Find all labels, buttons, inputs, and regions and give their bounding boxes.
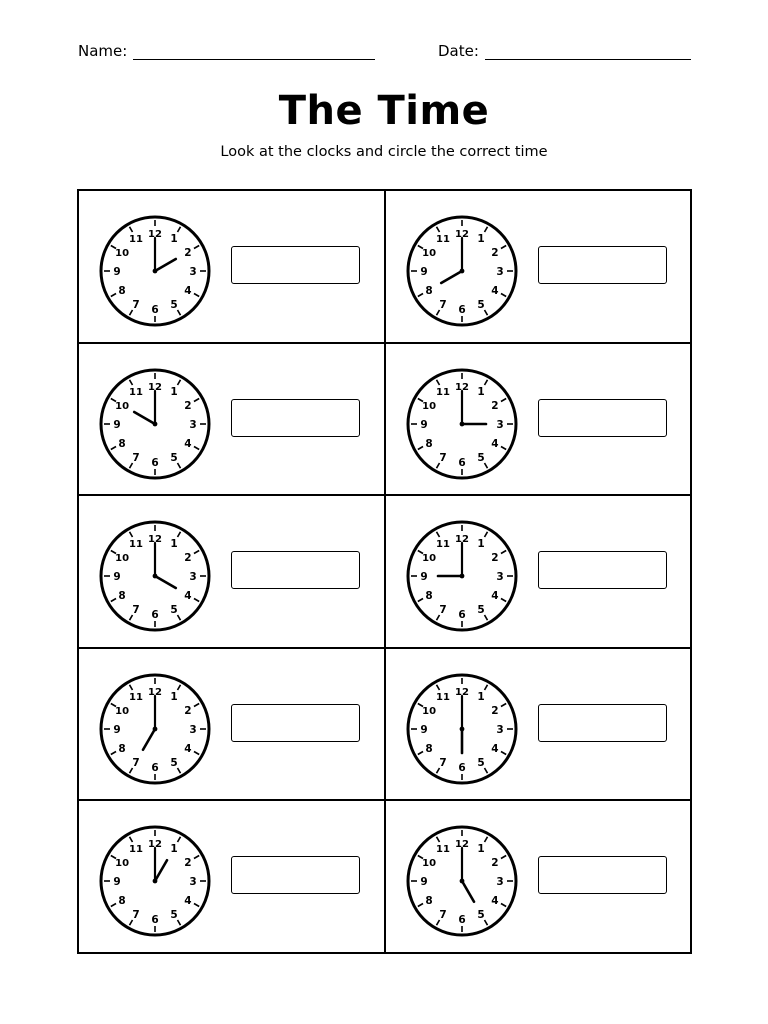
clock-number: 3 [189, 876, 197, 889]
clock-number: 5 [476, 298, 485, 311]
clock-number: 11 [129, 844, 143, 856]
clock-cell [386, 496, 693, 649]
clock-number: 7 [132, 909, 140, 922]
clock-number: 12 [454, 686, 469, 698]
clock-number: 6 [457, 456, 466, 469]
clock-number: 9 [419, 876, 428, 889]
clock-number: 9 [113, 418, 121, 431]
clock-number: 10 [421, 248, 436, 259]
name-label: Name: [78, 42, 128, 60]
clock-number: 7 [438, 909, 447, 922]
clock-number: 6 [151, 761, 159, 774]
clock-number: 3 [189, 266, 197, 278]
clock-number: 1 [170, 233, 178, 246]
clock-grid [77, 189, 692, 954]
clock-number: 6 [457, 304, 466, 316]
clock-number: 9 [419, 723, 428, 736]
clock-number: 1 [476, 843, 485, 856]
clock-number: 7 [438, 298, 447, 311]
clock-number: 6 [457, 914, 466, 927]
clock-number: 6 [457, 761, 466, 774]
clock-number: 10 [115, 705, 130, 717]
clock-number: 2 [184, 399, 192, 412]
clock-number: 9 [113, 266, 121, 278]
clock-center [459, 574, 464, 579]
clock-number: 6 [151, 609, 159, 622]
clock-number: 2 [490, 704, 499, 717]
clock-number: 4 [184, 742, 192, 755]
answer-box[interactable] [231, 246, 360, 284]
clock-number: 9 [113, 723, 121, 736]
clock-number: 8 [118, 590, 126, 603]
clock-number: 7 [132, 604, 140, 617]
name-input-line[interactable] [133, 43, 375, 60]
clock-number: 3 [189, 571, 197, 584]
clock-number: 2 [490, 552, 499, 565]
clock-number: 9 [419, 266, 428, 278]
clock-number: 7 [438, 451, 447, 464]
clock-number: 8 [424, 437, 433, 450]
clock-number: 6 [151, 304, 159, 316]
clock-cell [79, 496, 386, 649]
clock-number: 11 [435, 691, 450, 703]
clock-number: 12 [148, 839, 162, 851]
clock-number: 12 [454, 381, 469, 393]
clock-number: 5 [476, 756, 485, 769]
clock-center [153, 269, 158, 274]
clock-face [405, 672, 519, 786]
name-field [78, 42, 375, 60]
date-label: Date: [438, 42, 479, 60]
clock-number: 2 [490, 247, 499, 259]
clock-number: 12 [454, 534, 469, 546]
clock-number: 11 [435, 844, 450, 856]
clock-number: 8 [118, 285, 126, 297]
clock-number: 9 [419, 418, 428, 431]
clock-center [153, 421, 158, 426]
clock-number: 3 [495, 571, 504, 584]
clock-number: 8 [424, 285, 433, 297]
clock-number: 5 [170, 451, 178, 464]
clock-number: 1 [476, 538, 485, 551]
clock-center [459, 269, 464, 274]
clock-number: 2 [490, 857, 499, 870]
clock-number: 4 [184, 437, 192, 450]
clock-cell [386, 801, 693, 954]
clock-number: 3 [495, 876, 504, 889]
clock-center [153, 879, 158, 884]
clock-number: 7 [438, 756, 447, 769]
clock-number: 1 [476, 233, 485, 246]
clock-face [98, 672, 212, 786]
clock-number: 10 [115, 858, 130, 870]
clock-number: 10 [115, 248, 130, 259]
clock-center [153, 726, 158, 731]
clock-number: 10 [115, 400, 130, 412]
clock-number: 7 [132, 451, 140, 464]
clock-number: 2 [184, 857, 192, 870]
clock-number: 5 [476, 909, 485, 922]
clock-number: 12 [148, 534, 162, 546]
clock-cell [79, 649, 386, 802]
clock-number: 10 [421, 705, 436, 717]
clock-number: 12 [148, 686, 162, 698]
clock-number: 6 [457, 609, 466, 622]
clock-number: 3 [495, 266, 504, 278]
clock-number: 5 [476, 604, 485, 617]
date-input-line[interactable] [485, 43, 691, 60]
clock-number: 5 [476, 451, 485, 464]
clock-number: 2 [490, 399, 499, 412]
clock-number: 4 [490, 895, 499, 908]
clock-number: 7 [132, 298, 140, 311]
clock-number: 9 [113, 571, 121, 584]
clock-number: 3 [189, 723, 197, 736]
clock-cell [79, 801, 386, 954]
answer-box[interactable] [538, 704, 667, 742]
clock-number: 7 [132, 756, 140, 769]
clock-number: 6 [151, 914, 159, 927]
clock-number: 4 [490, 590, 499, 603]
clock-face [405, 214, 519, 328]
clock-face [405, 519, 519, 633]
clock-number: 11 [129, 234, 143, 246]
answer-box[interactable] [538, 399, 667, 437]
clock-number: 6 [151, 456, 159, 469]
clock-number: 9 [419, 571, 428, 584]
clock-number: 1 [170, 690, 178, 703]
clock-number: 10 [115, 553, 130, 565]
clock-number: 4 [490, 285, 499, 297]
clock-number: 8 [424, 895, 433, 908]
clock-number: 10 [421, 400, 436, 412]
clock-number: 2 [184, 552, 192, 565]
clock-number: 3 [495, 723, 504, 736]
clock-center [459, 421, 464, 426]
instructions: Look at the clocks and circle the correct time [220, 144, 548, 160]
answer-box[interactable] [231, 704, 360, 742]
clock-number: 4 [490, 437, 499, 450]
clock-center [459, 879, 464, 884]
clock-cell [79, 191, 386, 344]
clock-face [98, 367, 212, 481]
answer-box[interactable] [231, 399, 360, 437]
clock-number: 3 [189, 418, 197, 431]
answer-box[interactable] [231, 856, 360, 894]
answer-box[interactable] [231, 551, 360, 589]
clock-number: 10 [421, 553, 436, 565]
clock-face [405, 824, 519, 938]
clock-face [98, 824, 212, 938]
clock-number: 2 [184, 247, 192, 259]
clock-face [98, 519, 212, 633]
clock-number: 1 [476, 690, 485, 703]
clock-center [153, 574, 158, 579]
clock-cell [386, 649, 693, 802]
page-title: The Time [278, 88, 490, 134]
clock-cell [79, 344, 386, 497]
clock-number: 2 [184, 704, 192, 717]
clock-number: 10 [421, 858, 436, 870]
clock-number: 4 [184, 285, 192, 297]
clock-number: 11 [129, 539, 143, 551]
answer-box[interactable] [538, 856, 667, 894]
answer-box[interactable] [538, 246, 667, 284]
clock-number: 5 [170, 756, 178, 769]
clock-number: 11 [435, 539, 450, 551]
clock-number: 4 [490, 742, 499, 755]
clock-number: 8 [118, 742, 126, 755]
clock-number: 1 [170, 385, 178, 398]
clock-number: 11 [129, 691, 143, 703]
clock-number: 11 [435, 234, 450, 246]
clock-number: 12 [454, 229, 469, 240]
clock-number: 1 [476, 385, 485, 398]
clock-number: 4 [184, 895, 192, 908]
clock-number: 9 [113, 876, 121, 889]
clock-number: 11 [435, 386, 450, 398]
clock-number: 4 [184, 590, 192, 603]
clock-number: 7 [438, 604, 447, 617]
clock-number: 12 [148, 229, 162, 240]
clock-number: 5 [170, 909, 178, 922]
clock-face [405, 367, 519, 481]
clock-number: 8 [118, 895, 126, 908]
clock-center [459, 726, 464, 731]
clock-number: 3 [495, 418, 504, 431]
date-field [438, 42, 691, 60]
clock-number: 8 [424, 742, 433, 755]
clock-cell [386, 191, 693, 344]
clock-number: 1 [170, 538, 178, 551]
clock-number: 5 [170, 298, 178, 311]
clock-number: 12 [454, 839, 469, 851]
clock-face [98, 214, 212, 328]
clock-number: 5 [170, 604, 178, 617]
clock-number: 1 [170, 843, 178, 856]
clock-number: 8 [118, 437, 126, 450]
clock-number: 8 [424, 590, 433, 603]
answer-box[interactable] [538, 551, 667, 589]
clock-number: 11 [129, 386, 143, 398]
clock-number: 12 [148, 381, 162, 393]
clock-cell [386, 344, 693, 497]
